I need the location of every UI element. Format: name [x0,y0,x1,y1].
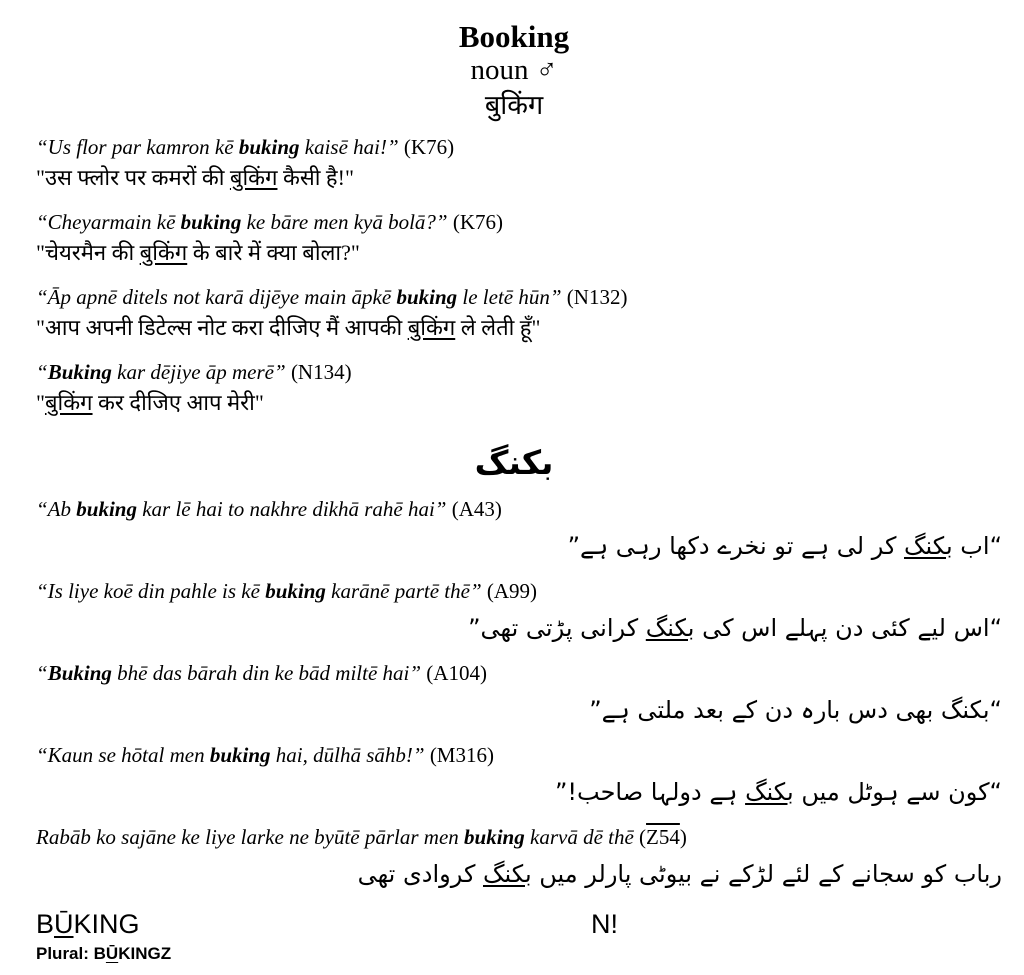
example-pair [36,208,1006,268]
headword-bold: buking [396,285,458,309]
hindi-post: कैसी है!" [277,165,354,190]
entry-title: Booking [458,19,570,54]
hindi-pre: " [36,390,45,415]
footer [36,908,1006,966]
roman-pre: “ [36,661,48,685]
headword-underlined: بکنگ [645,614,695,642]
plural-line [36,942,1006,966]
citation: (M316) [424,743,494,767]
citation: (N134) [285,360,352,384]
headword-bold: buking [209,743,271,767]
headword-underlined: بکنگ [745,778,794,806]
headword-underlined: बुकिंग [139,240,188,265]
roman-post: le letē hūn” [457,285,562,309]
headword-pre: B [36,909,55,939]
urdu-line [36,606,1006,650]
roman-post: kar dējiye āp merē” [111,360,286,384]
example-pair [36,133,1006,193]
headword-bold: buking [180,210,242,234]
roman-line [36,495,1006,524]
male-gender-icon: ♂ [535,54,558,86]
hindi-headword: बुकिंग [484,90,544,120]
example-pair [36,358,1006,418]
urdu-line [36,852,1006,896]
roman-line [36,823,1006,852]
plural-marked-letter: Ū [105,944,119,963]
headword-bold: buking [238,135,300,159]
headword-underlined: बुकिंग [229,165,278,190]
phonetic-headword [36,908,140,940]
hindi-line [36,387,1006,418]
hindi-pre: "चेयरमैन की [36,240,140,265]
headword-bold: buking [464,825,525,849]
headword-underlined: بکنگ [904,532,953,560]
citation: (K76) [398,135,455,159]
roman-pre: “Cheyarmain kē [36,210,181,234]
urdu-line [36,688,1006,732]
hindi-line [36,237,1006,268]
headword-post: KING [73,909,140,939]
roman-line [36,741,1006,770]
citation: (A43) [446,497,502,521]
footer-note: N! [591,909,618,939]
urdu-line [36,524,1006,568]
roman-pre: “Ab [36,497,77,521]
roman-pre: “Āp apnē ditels not karā dijēye main āpkē [36,285,397,309]
roman-line [36,283,1006,312]
headword-underlined: बुकिंग [44,390,93,415]
citation: (N132) [561,285,628,309]
headword-underlined: بکنگ [483,860,532,888]
urdu-post: کر لی ہے تو نخرے دکھا رہی ہے” [567,532,905,560]
citation-overlined: Z54 [646,825,680,849]
hindi-pre: "उस फ्लोर पर कमरों की [36,165,230,190]
urdu-examples-section [36,495,1006,896]
roman-post: karānē partē thē” [325,579,482,603]
headword-underlined: बुकिंग [407,315,456,340]
roman-pre: “ [36,360,48,384]
example-pair [36,823,1006,896]
roman-pre: “Is liye koē din pahle is kē [36,579,266,603]
urdu-pre: “کون سے ہوٹل میں [793,778,1002,806]
headword-marked-letter: Ū [54,909,74,939]
roman-post: bhē das bārah din ke bād miltē hai” [111,661,422,685]
example-pair [36,283,1006,343]
example-pair [36,495,1006,568]
urdu-headword: بکنگ [474,443,554,482]
roman-post: kaisē hai!” [299,135,399,159]
citation-close: ) [679,825,687,849]
hindi-post: कर दीजिए आप मेरी" [92,390,264,415]
roman-pre: Rabāb ko sajāne ke liye larke ne byūtē pārlar men [36,825,465,849]
citation-open: ( [633,825,647,849]
citation: (K76) [447,210,504,234]
roman-pre: “Us flor par kamron kē [36,135,239,159]
hindi-pre: "आप अपनी डिटेल्स नोट करा दीजिए मैं आपकी [36,315,408,340]
roman-post: hai, dūlhā sāhb!” [270,743,425,767]
roman-post: kar lē hai to nakhre dikhā rahē hai” [136,497,447,521]
example-pair [36,659,1006,732]
headword-bold: buking [265,579,326,603]
citation: (A99) [481,579,538,603]
hindi-examples-section [36,133,1006,418]
example-pair [36,577,1006,650]
hindi-line [36,162,1006,193]
roman-line [36,358,1006,387]
roman-post: ke bāre men kyā bolā?” [241,210,448,234]
headword-bold: buking [76,497,137,521]
plural-post: KINGZ [118,944,172,963]
headword-bold: Buking [47,360,112,384]
part-of-speech-line [36,54,992,87]
urdu-post: ہے دولہا صاحب!” [554,778,746,806]
headword-bold: Buking [47,661,112,685]
urdu-line [36,770,1006,814]
urdu-pre: “اس لیے کئی دن پہلے اس کی [694,614,1002,642]
hindi-post: के बारे में क्या बोला?" [187,240,360,265]
urdu-post: کرانی پڑتی تھی” [468,614,646,642]
urdu-pre: “بکنگ بھی دس بارہ دن کے بعد ملتی ہے” [589,696,1002,724]
hindi-line [36,312,1006,343]
roman-line [36,659,1006,688]
roman-line [36,577,1006,606]
pos-label: noun [470,54,536,86]
roman-line [36,208,1006,237]
plural-label: Plural: B [36,944,106,963]
urdu-pre: رباب کو سجانے کے لئے لڑکے نے بیوٹی پارلر میں [531,860,1002,888]
roman-line [36,133,1006,162]
example-pair [36,741,1006,814]
citation: (A104) [421,661,487,685]
hindi-post: ले लेती हूँ" [455,315,541,340]
roman-post: karvā dē thē [524,825,634,849]
urdu-pre: “اب [952,532,1002,560]
roman-pre: “Kaun se hōtal men [36,743,210,767]
urdu-post: کروادی تھی [357,860,483,888]
